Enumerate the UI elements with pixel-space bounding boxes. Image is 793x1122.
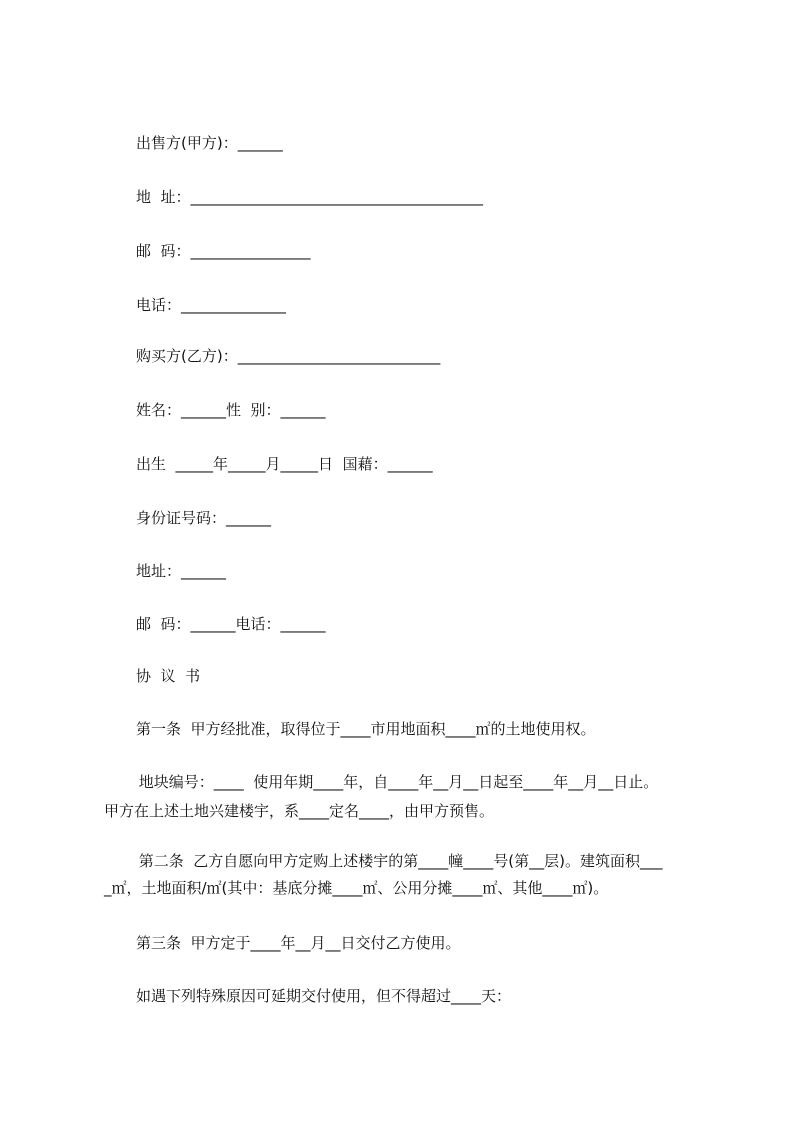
- article-2-line-1: 第二条 乙方自愿向甲方定购上述楼宇的第____幢____号(第__层)。建筑面积___: [134, 852, 663, 870]
- buyer-label: 购买方(乙方)：___________________________: [136, 347, 441, 365]
- article-2-line-2: _㎡，土地面积/㎡(其中：基底分摊____㎡、公用分摊____㎡、其他____㎡)。: [104, 879, 609, 897]
- plot-info-line-1: 地块编号：____ 使用年期____年，自____年__月__日起至____年__月__日止。: [134, 773, 659, 791]
- buyer-id-number-field: 身份证号码：______: [136, 509, 272, 527]
- seller-postcode-field: 邮 码：________________: [136, 242, 311, 260]
- agreement-title: 协 议 书: [136, 667, 201, 685]
- buyer-address-field: 地址：______: [136, 562, 227, 580]
- plot-info-line-2: 甲方在上述土地兴建楼宇，系____定名____，由甲方预售。: [104, 802, 495, 820]
- seller-phone-field: 电话：______________: [136, 296, 287, 314]
- article-3: 第三条 甲方定于____年__月__日交付乙方使用。: [136, 934, 461, 952]
- seller-label: 出售方(甲方)：______: [136, 134, 283, 152]
- delay-clause: 如遇下列特殊原因可延期交付使用，但不得超过____天：: [136, 987, 512, 1005]
- seller-address-field: 地 址：_______________________________________: [136, 188, 484, 206]
- buyer-postcode-phone-field: 邮 码：______电话：______: [136, 615, 326, 633]
- buyer-birth-nationality-field: 出生 _____年_____月_____日 国藉：______: [136, 455, 433, 473]
- article-1: 第一条 甲方经批准，取得位于____市用地面积____㎡的土地使用权。: [136, 720, 596, 738]
- buyer-name-gender-field: 姓名：______性 别：______: [136, 401, 326, 419]
